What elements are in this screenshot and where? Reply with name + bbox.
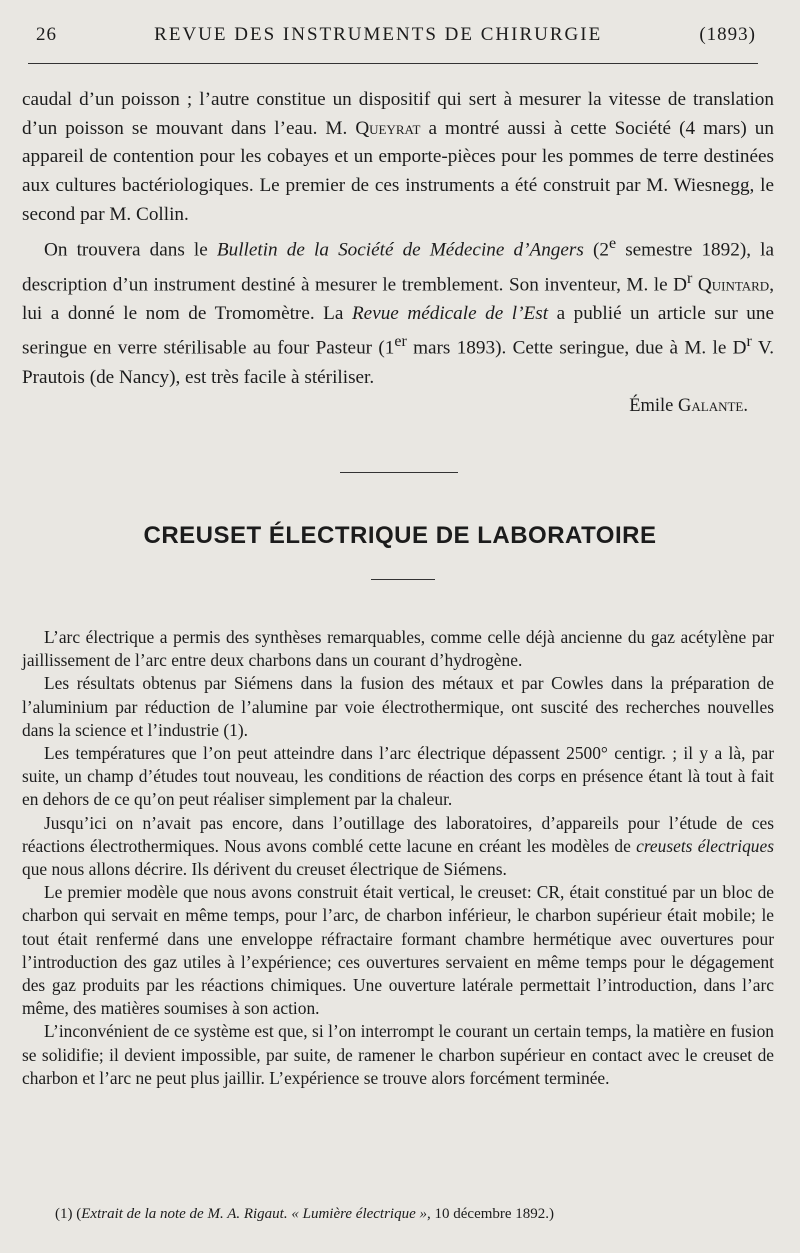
intro-section (22, 86, 774, 420)
intro-paragraph-1: caudal d’un poisson ; l’autre constitue un dispositif qui sert à mesurer la vitesse de translation d’un poisson se mouvant dans l’eau. M. Queyrat a montré aussi à cette Société (4 mars) un appareil de contention pour les cobayes et un emporte-pièces pour les pommes de terre destinées aux cultures bactériologiques. Le premier de ces instruments a été construit par M. Wiesnegg, le second par M. Collin. (22, 89, 774, 225)
body-paragraph-4: Jusqu’ici on n’avait pas encore, dans l’outillage des laboratoires, d’appareils pour l’étude de ces réactions électrothermiques. Nous avons comblé cette lacune en créant les modèles de creusets électriques que nous allons décrire. Ils dérivent du creuset électrique de Siémens. (22, 812, 774, 880)
body-paragraph-1: L’arc électrique a permis des synthèses remarquables, comme celle déjà ancienne du gaz acétylène par jaillissement de l’arc entre deux charbons dans un courant d’hydrogène. (22, 627, 774, 671)
article-body (22, 626, 774, 1090)
journal-reference-est: Revue médicale de l’Est (351, 302, 549, 324)
footnote-source: Extrait de la note de M. A. Rigaut. « Lumière électrique » (81, 1206, 428, 1222)
author-name-queyrat: Queyrat (355, 117, 421, 139)
section-title: CREUSET ÉLECTRIQUE DE LABORATOIRE (143, 522, 657, 549)
emphasis-creusets: creusets électriques (636, 835, 774, 856)
header-year: (1893) (699, 24, 756, 45)
body-paragraph-3: Les températures que l’on peut atteindre dans l’arc électrique dépassent 2500° centigr. ; il y a là, par suite, un champ d’études tout nouveau, les conditions de réaction des corps en présence étant là tout à fait en dehors de ce qu’on peut réaliser simplement par la chaleur. (22, 743, 774, 810)
footnote: (1) (Extrait de la note de M. A. Rigaut. « Lumière électrique », 10 décembre 1892.) (55, 1206, 555, 1222)
body-paragraph-5: Le premier modèle que nous avons construit était vertical, le creuset: CR, était constitué par un bloc de charbon qui servait en même temps, pour l’arc, de charbon inférieur, le charbon supérieur était mobile; le tout était renfermé dans une enveloppe réfractaire formant chambre hermétique avec ouvertures pour l’introduction des gaz utiles à l’expérience; ces ouvertures servaient en même temps pour le dégagement des gaz produits par les réactions chimiques. Une ouverture latérale permettait l’introduction, dans l’arc même, des matières soumises à son action. (22, 882, 774, 1019)
signature: Émile Galante. (629, 396, 748, 417)
title-underline (371, 579, 435, 580)
separator-rule (340, 472, 458, 473)
body-paragraph-2: Les résultats obtenus par Siémens dans la fusion des métaux et par Cowles dans la préparation de l’aluminium par réduction de l’alumine par voie électrothermique, ont suscité des recherches nouvelles dans la science et l’industrie (1). (22, 673, 774, 740)
author-name-quintard: Quintard (697, 274, 770, 295)
journal-reference-angers: Bulletin de la Société de Médecine d’Angers (216, 238, 584, 260)
journal-title: REVUE DES INSTRUMENTS DE CHIRURGIE (154, 24, 603, 45)
intro-paragraph-2: On trouvera dans le Bulletin de la Société de Médecine d’Angers (2e semestre 1892), la description d’un instrument destiné à mesurer le tremblement. Son inventeur, M. le $D^r$ Quintard, lui a donné le nom de Tromomètre. La Revue médicale de l’Est a publié un article sur une seringue en verre stérilisable au four Pasteur (1er mars 1893). Cette seringue, due à M. le $D^r$ V. Prautois (de Nancy), est très facile à stériliser. (22, 234, 775, 388)
running-header (36, 24, 756, 50)
header-rule (28, 63, 758, 64)
body-paragraph-6: L’inconvénient de ce système est que, si l’on interrompt le courant un certain temps, la matière en fusion se solidifie; il devient impossible, par suite, de ramener le charbon supérieur en contact avec le creuset de charbon et l’arc ne peut plus jaillir. L’expérience se trouve alors forcément terminée. (22, 1021, 774, 1088)
page-number: 26 (36, 24, 57, 45)
